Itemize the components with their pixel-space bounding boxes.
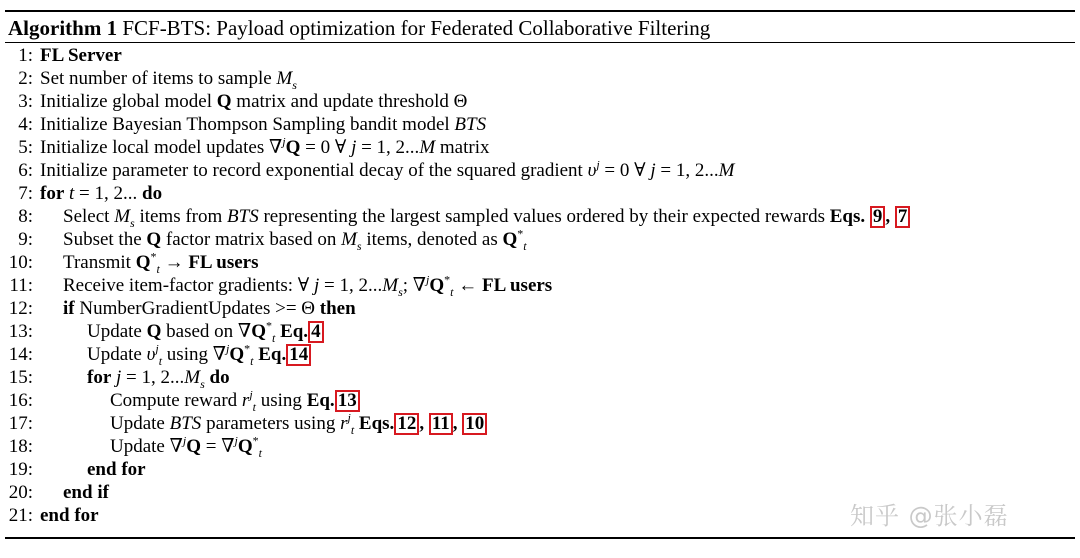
math-sup: j (249, 387, 253, 402)
keyword: end for (40, 505, 99, 526)
line-number: 12: (8, 298, 33, 319)
math-sup: * (244, 341, 251, 356)
line-text: factor matrix based on (161, 229, 342, 250)
line-number: 2: (18, 68, 33, 89)
line-text: Initialize local model updates ∇ (40, 137, 283, 158)
line-text: = 1, 2... (319, 275, 383, 296)
algorithm-title: FCF-BTS: Payload optimization for Federated Collaborative Filtering (122, 16, 711, 40)
equation-ref-7[interactable]: 7 (895, 206, 911, 228)
math-sub: t (271, 330, 276, 345)
math-sup: * (150, 249, 157, 264)
line-text: FL Server (40, 45, 122, 66)
math-bold: Q (502, 229, 518, 250)
algorithm-line (0, 136, 1080, 159)
math-bold: Q (216, 91, 232, 112)
line-text: parameters using (201, 413, 341, 434)
line-number: 4: (18, 114, 33, 135)
line-text: = 1, 2... (356, 137, 420, 158)
math-sup: j (426, 272, 430, 287)
line-text: , (452, 413, 463, 434)
math-sup: j (282, 134, 286, 149)
math-var: j (650, 160, 656, 181)
line-number: 3: (18, 91, 33, 112)
math-sup: j (182, 433, 187, 448)
math-var: r (241, 390, 250, 411)
line-text: Transmit (63, 252, 136, 273)
line-text: items from (134, 206, 228, 227)
keyword: do (142, 183, 163, 204)
eq-label: Eq. (258, 344, 287, 365)
line-text: items, denoted as (361, 229, 503, 250)
math-var: M (184, 367, 201, 388)
math-sub: t (258, 445, 262, 460)
math-var: M (276, 68, 293, 89)
line-number: 15: (8, 367, 33, 388)
math-sub: t (350, 422, 355, 437)
line-text: ← (453, 275, 482, 296)
line-text: = 1, 2... (74, 183, 143, 204)
math-var: M (419, 137, 436, 158)
algorithm-line (0, 44, 1080, 67)
math-bold: Q (237, 436, 253, 457)
math-sup: j (347, 410, 351, 425)
line-number: 19: (8, 459, 33, 480)
math-var: υ (587, 160, 597, 181)
algorithm-line (0, 297, 1080, 320)
line-text: Initialize parameter to record exponential decay of the squared gradient (40, 160, 588, 181)
equation-ref-4[interactable]: 4 (308, 321, 324, 343)
line-text: Receive item-factor gradients: ∀ (63, 275, 314, 296)
line-text: Subset the (63, 229, 147, 250)
math-var: υ (146, 344, 156, 365)
math-sup: j (596, 157, 600, 172)
line-text: = 0 ∀ (599, 160, 651, 181)
math-var: M (718, 160, 735, 181)
math-sup: j (155, 341, 159, 356)
line-text: using (256, 390, 307, 411)
algorithm-line (0, 366, 1080, 389)
line-text: , (885, 206, 895, 227)
math-bold: Q (146, 321, 162, 342)
keyword: then (319, 298, 356, 319)
math-var: t (64, 183, 75, 204)
math-sub: t (523, 238, 527, 253)
equation-ref-10[interactable]: 10 (462, 413, 487, 435)
line-text: Compute reward (110, 390, 242, 411)
algorithm-line (0, 182, 1080, 205)
caption-rule (5, 42, 1075, 43)
math-sub: s (130, 215, 135, 230)
eq-label: Eq. (306, 390, 335, 411)
line-text: Initialize global model (40, 91, 217, 112)
math-sup: * (444, 272, 451, 287)
line-text: Update (87, 321, 147, 342)
math-bold: Q (146, 229, 162, 250)
math-sup: * (517, 226, 524, 241)
math-var: j (351, 137, 357, 158)
line-text: using ∇ (162, 344, 226, 365)
keyword: if (63, 298, 75, 319)
bottom-rule (5, 537, 1075, 539)
watermark: 知乎 @张小磊 (850, 502, 1009, 530)
line-text: = 0 ∀ (300, 137, 352, 158)
math-var: M (114, 206, 131, 227)
algorithm-line (0, 389, 1080, 412)
line-text: representing the largest sampled values ordered by their expected rewards (258, 206, 830, 227)
algorithm-line (0, 251, 1080, 274)
keyword: do (204, 367, 230, 388)
line-text: Update ∇ (110, 436, 183, 457)
algorithm-line (0, 228, 1080, 251)
line-number: 5: (18, 137, 33, 158)
algorithm-caption (8, 14, 710, 42)
math-sub: s (292, 77, 297, 92)
algorithm-line (0, 159, 1080, 182)
algorithm-line (0, 67, 1080, 90)
line-text: ; ∇ (402, 275, 427, 296)
equation-ref-13[interactable]: 13 (335, 390, 360, 412)
math-var: j (111, 367, 122, 388)
math-var: M (341, 229, 357, 250)
line-text: → (159, 252, 189, 273)
math-bold: Q (285, 137, 301, 158)
line-number: 7: (18, 183, 33, 204)
line-text: based on ∇ (161, 321, 252, 342)
math-sub: s (356, 238, 362, 253)
algorithm-line (0, 113, 1080, 136)
line-number: 13: (8, 321, 33, 342)
line-number: 17: (8, 413, 33, 434)
equation-ref-12[interactable]: 12 (394, 413, 419, 435)
math-var: r (340, 413, 348, 434)
line-text: = ∇ (201, 436, 235, 457)
math-sub: s (398, 284, 403, 299)
math-bold: Q (135, 252, 151, 273)
eq-label: Eqs. (829, 206, 870, 227)
algorithm-line (0, 205, 1080, 228)
math-sup: j (226, 341, 230, 356)
keyword: end for (87, 459, 146, 480)
algorithm-line (0, 458, 1080, 481)
math-sup: j (234, 433, 238, 448)
equation-ref-14[interactable]: 14 (286, 344, 311, 366)
line-text: matrix (435, 137, 490, 158)
math-sup: * (265, 318, 272, 333)
line-text: Initialize Bayesian Thompson Sampling bandit model (40, 114, 455, 135)
eq-label: Eqs. (358, 413, 395, 434)
eq-label: Eq. (280, 321, 309, 342)
line-text: Set number of items to sample (40, 68, 277, 89)
keyword: for (87, 367, 112, 388)
algorithm-line (0, 435, 1080, 458)
keyword: for (40, 183, 65, 204)
algorithm-line (0, 343, 1080, 366)
line-text: , (419, 413, 429, 434)
math-bold: Q (251, 321, 266, 342)
math-sub: t (158, 353, 163, 368)
line-number: 14: (8, 344, 33, 365)
line-text: Select (63, 206, 115, 227)
math-sub: t (252, 399, 256, 414)
math-var: BTS (454, 114, 487, 135)
line-number: 16: (8, 390, 33, 411)
math-sup: * (252, 433, 259, 448)
math-bold: Q (186, 436, 202, 457)
line-text: matrix and update threshold Θ (231, 91, 468, 112)
line-number: 1: (18, 45, 33, 66)
algorithm-line (0, 412, 1080, 435)
math-var: M (382, 275, 399, 296)
math-sub: t (250, 353, 254, 368)
line-text: Update (110, 413, 170, 434)
line-number: 9: (18, 229, 33, 250)
line-number: 20: (8, 482, 33, 503)
line-text: NumberGradientUpdates >= Θ (74, 298, 320, 319)
line-text: Update (87, 344, 147, 365)
line-number: 18: (8, 436, 33, 457)
algorithm-line (0, 320, 1080, 343)
math-var: BTS (169, 413, 202, 434)
equation-ref-9[interactable]: 9 (870, 206, 886, 228)
keyword: FL users (188, 252, 259, 273)
equation-ref-11[interactable]: 11 (429, 413, 453, 435)
line-number: 21: (8, 505, 33, 526)
math-var: BTS (227, 206, 259, 227)
keyword: end if (63, 482, 109, 503)
keyword: FL users (482, 275, 553, 296)
math-sub: s (200, 376, 205, 391)
line-number: 6: (18, 160, 33, 181)
line-text: = 1, 2... (121, 367, 185, 388)
line-text: = 1, 2... (655, 160, 719, 181)
math-var: j (313, 275, 320, 296)
math-bold: Q (429, 275, 445, 296)
algorithm-line (0, 274, 1080, 297)
line-number: 8: (18, 206, 33, 227)
algorithm-label: Algorithm 1 (8, 16, 118, 40)
line-number: 10: (8, 252, 33, 273)
line-number: 11: (9, 275, 33, 296)
math-bold: Q (229, 344, 245, 365)
math-sub: t (156, 261, 160, 276)
math-sub: t (450, 284, 454, 299)
top-rule (5, 10, 1075, 12)
algorithm-line (0, 90, 1080, 113)
